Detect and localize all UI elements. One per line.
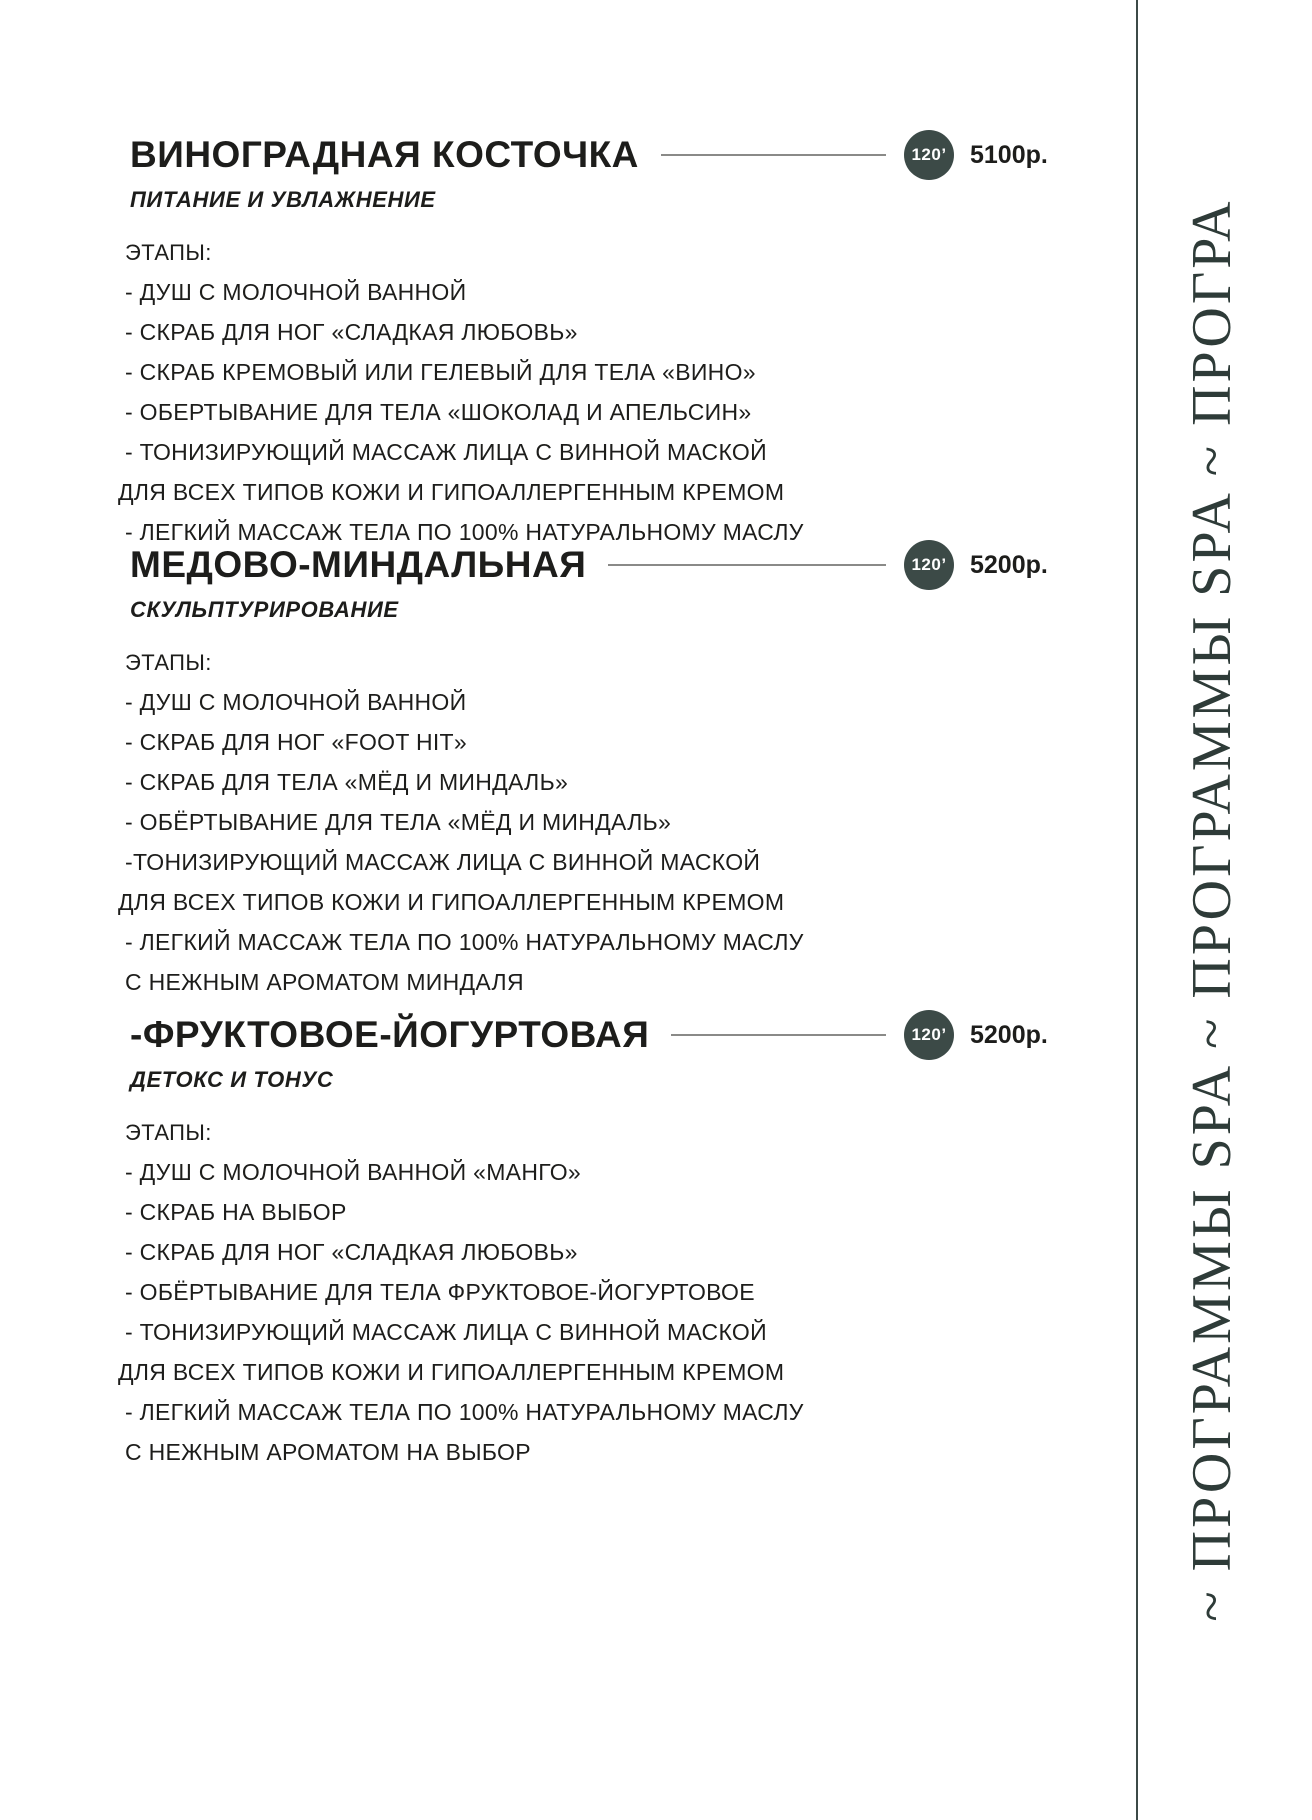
title-rule	[608, 564, 886, 566]
program-price: 5100р.	[970, 140, 1048, 169]
stage-item: - ТОНИЗИРУЮЩИЙ МАССАЖ ЛИЦА С ВИННОЙ МАСКОЙ	[125, 439, 767, 465]
stage-list	[0, 279, 1090, 546]
stage-item-continuation: ДЛЯ ВСЕХ ТИПОВ КОЖИ И ГИПОАЛЛЕРГЕННЫМ КРЕМОМ	[118, 479, 785, 505]
program-title-row	[0, 540, 1090, 590]
stages-label: ЭТАПЫ:	[125, 1120, 212, 1145]
stages-label: ЭТАПЫ:	[125, 650, 212, 675]
program-price: 5200р.	[970, 1020, 1048, 1049]
stage-item: - ОБЕРТЫВАНИЕ ДЛЯ ТЕЛА «ШОКОЛАД И АПЕЛЬСИН»	[125, 399, 752, 425]
stage-item: - ДУШ С МОЛОЧНОЙ ВАННОЙ	[125, 689, 467, 715]
stage-item: -ТОНИЗИРУЮЩИЙ МАССАЖ ЛИЦА С ВИННОЙ МАСКОЙ	[125, 849, 761, 875]
stage-item: - СКРАБ НА ВЫБОР	[125, 1199, 347, 1225]
program-price: 5200р.	[970, 550, 1048, 579]
stage-item: - ТОНИЗИРУЮЩИЙ МАССАЖ ЛИЦА С ВИННОЙ МАСКОЙ	[125, 1319, 767, 1345]
program-title: МЕДОВО-МИНДАЛЬНАЯ	[130, 544, 587, 585]
stage-item: - СКРАБ ДЛЯ НОГ «FOOT HIT»	[125, 729, 467, 755]
program-card	[0, 1010, 1090, 1466]
stage-item: - ЛЕГКИЙ МАССАЖ ТЕЛА ПО 100% НАТУРАЛЬНОМУ МАСЛУ	[125, 519, 804, 545]
program-subtitle: ПИТАНИЕ И УВЛАЖНЕНИЕ	[130, 187, 436, 212]
stage-item-continuation: С НЕЖНЫМ АРОМАТОМ МИНДАЛЯ	[125, 969, 524, 995]
program-subtitle: ДЕТОКС И ТОНУС	[130, 1067, 334, 1092]
program-title-row	[0, 130, 1090, 180]
stage-item: - СКРАБ ДЛЯ ТЕЛА «МЁД И МИНДАЛЬ»	[125, 769, 569, 795]
stage-item: - ОБЁРТЫВАНИЕ ДЛЯ ТЕЛА ФРУКТОВОЕ-ЙОГУРТОВОЕ	[125, 1279, 755, 1305]
stage-item: - ДУШ С МОЛОЧНОЙ ВАННОЙ	[125, 279, 467, 305]
program-card	[0, 540, 1090, 996]
title-rule	[671, 1034, 886, 1036]
program-title-row	[0, 1010, 1090, 1060]
stage-item: - ОБЁРТЫВАНИЕ ДЛЯ ТЕЛА «МЁД И МИНДАЛЬ»	[125, 809, 672, 835]
stage-item: - СКРАБ КРЕМОВЫЙ ИЛИ ГЕЛЕВЫЙ ДЛЯ ТЕЛА «ВИНО»	[125, 359, 756, 385]
program-title: ВИНОГРАДНАЯ КОСТОЧКА	[130, 134, 639, 175]
duration-badge: 120’	[904, 540, 954, 590]
stages-label: ЭТАПЫ:	[125, 240, 212, 265]
stage-item-continuation: С НЕЖНЫМ АРОМАТОМ НА ВЫБОР	[125, 1439, 531, 1465]
side-band	[1112, 0, 1312, 1820]
duration-badge: 120’	[904, 130, 954, 180]
stage-item: - СКРАБ ДЛЯ НОГ «СЛАДКАЯ ЛЮБОВЬ»	[125, 1239, 578, 1265]
stage-item: - ДУШ С МОЛОЧНОЙ ВАННОЙ «МАНГО»	[125, 1159, 581, 1185]
stage-item: - ЛЕГКИЙ МАССАЖ ТЕЛА ПО 100% НАТУРАЛЬНОМУ МАСЛУ	[125, 1399, 804, 1425]
title-rule	[661, 154, 886, 156]
program-subtitle: СКУЛЬПТУРИРОВАНИЕ	[130, 597, 399, 622]
stage-item-continuation: ДЛЯ ВСЕХ ТИПОВ КОЖИ И ГИПОАЛЛЕРГЕННЫМ КРЕМОМ	[118, 889, 785, 915]
stage-list	[0, 1159, 1090, 1466]
vertical-divider	[1136, 0, 1138, 1820]
duration-badge: 120’	[904, 1010, 954, 1060]
program-card	[0, 130, 1090, 546]
stage-item: - ЛЕГКИЙ МАССАЖ ТЕЛА ПО 100% НАТУРАЛЬНОМУ МАСЛУ	[125, 929, 804, 955]
stage-list	[0, 689, 1090, 996]
stage-item: - СКРАБ ДЛЯ НОГ «СЛАДКАЯ ЛЮБОВЬ»	[125, 319, 578, 345]
side-band-text: ~ ПРОГРАММЫ SPA ~ ПРОГРАММЫ SPA ~ ПРОГРА	[1181, 198, 1243, 1622]
stage-item-continuation: ДЛЯ ВСЕХ ТИПОВ КОЖИ И ГИПОАЛЛЕРГЕННЫМ КРЕМОМ	[118, 1359, 785, 1385]
program-title: -ФРУКТОВОЕ-ЙОГУРТОВАЯ	[130, 1014, 650, 1055]
